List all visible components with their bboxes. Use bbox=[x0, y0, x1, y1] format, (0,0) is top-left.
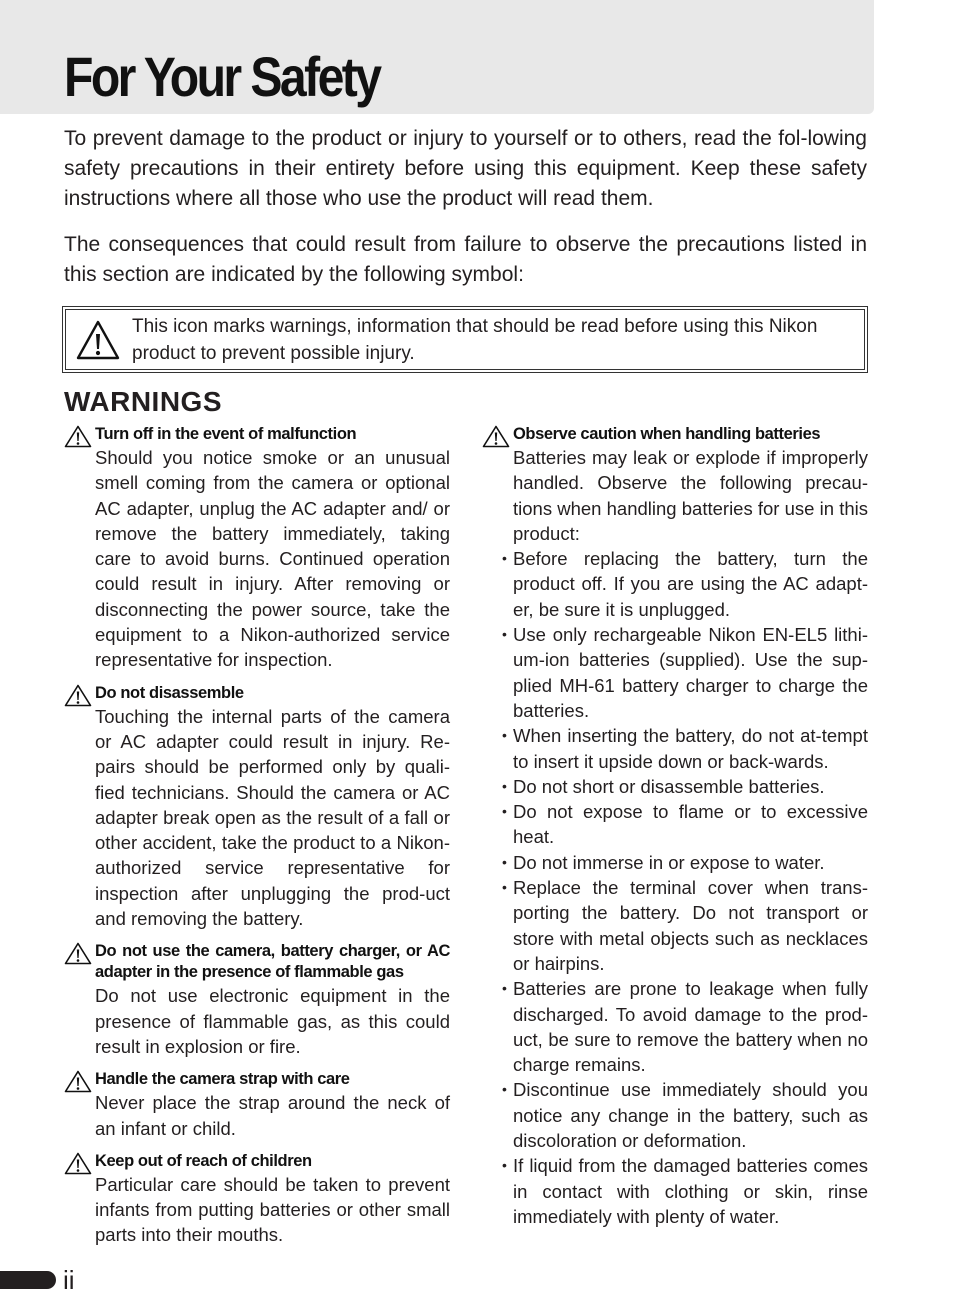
warning-title bbox=[64, 424, 450, 445]
list-item-text: Discontinue use immediately should you notice any change in the battery, such as discoloration or deformation. bbox=[513, 1079, 868, 1152]
warning-item-malfunction bbox=[64, 424, 450, 673]
warning-item-camera-strap bbox=[64, 1069, 450, 1141]
warning-body: Do not use electronic equipment in the presence of flammable gas, as this could result in explosion or fire. bbox=[95, 985, 450, 1057]
list-item: • If liquid from the damaged batteries comes in contact with clothing or skin, rinse immediately with plenty of water. bbox=[502, 1155, 868, 1227]
warning-item-disassemble bbox=[64, 683, 450, 932]
list-item: • Discontinue use immediately should you notice any change in the battery, such as discoloration or deformation. bbox=[502, 1079, 868, 1152]
warning-title bbox=[64, 1151, 450, 1172]
warning-title-text: Handle the camera strap with care bbox=[95, 1070, 350, 1089]
page-title: For Your Safety bbox=[64, 45, 380, 108]
notice-inner-frame bbox=[65, 309, 865, 370]
warning-triangle-icon bbox=[64, 942, 92, 965]
warning-body: Never place the strap around the neck of an infant or child. bbox=[95, 1092, 450, 1139]
warning-body: Touching the internal parts of the camera or AC adapter could result in injury. Re-pairs should be performed only by quali-fied technicians. Should the camera or AC adapter break open as the result of a fall or other accident, take the product to a Nikon-authorized service representative for inspection after unplugging the prod-uct and removing the battery. bbox=[95, 705, 450, 930]
list-item-text: Before replacing the battery, turn the product off. If you are using the AC adapt-er, be sure it is unplugged. bbox=[513, 548, 868, 620]
warning-title-text: Turn off in the event of malfunction bbox=[95, 425, 357, 443]
list-item-text: Do not short or disassemble batteries. bbox=[513, 775, 825, 797]
list-item-text: Use only rechargeable Nikon EN-EL5 lithi-um-ion batteries (supplied). Use the sup-plied MH-61 battery charger to charge the batteries. bbox=[513, 624, 868, 721]
warning-body: Should you notice smoke or an unusual smell coming from the camera or optional AC adapter, unplug the AC adapter and/ or remove the battery immediately, taking care to avoid burns. Continued operation could result in injury. After removing or disconnecting the power source, take the equipment to a Nikon-authorized service representative for inspection. bbox=[95, 447, 450, 671]
warning-triangle-icon bbox=[482, 425, 510, 448]
list-item: • Do not immerse in or expose to water. bbox=[502, 851, 825, 873]
warning-triangle-icon bbox=[64, 1070, 92, 1093]
warning-symbol-notice bbox=[62, 306, 868, 373]
warning-title bbox=[64, 683, 450, 704]
intro-paragraph-2: The consequences that could result from failure to observe the precautions listed in this section are indicated by the following symbol: bbox=[64, 233, 867, 286]
list-item: • Do not short or disassemble batteries. bbox=[502, 775, 825, 797]
page-number: ii bbox=[63, 1265, 75, 1295]
intro-paragraph-1: To prevent damage to the product or injury to yourself or to others, read the fol-lowing safety precautions in their entirety before using this equipment. Keep these safety instructions where all those who use the product will read them. bbox=[64, 127, 867, 210]
list-item: • Batteries are prone to leakage when fully discharged. To avoid damage to the prod-uct, be sure to remove the battery when no charge remains. bbox=[502, 978, 868, 1076]
warning-title bbox=[64, 941, 450, 983]
warning-body: Particular care should be taken to prevent infants from putting batteries or other small parts into their mouths. bbox=[95, 1173, 450, 1246]
list-item-text: Do not expose to flame or to excessive heat. bbox=[513, 801, 868, 848]
warning-title bbox=[482, 424, 868, 445]
list-item-text: Batteries are prone to leakage when fully discharged. To avoid damage to the prod-uct, be sure to remove the battery when no charge remains. bbox=[513, 978, 868, 1076]
list-item: • Use only rechargeable Nikon EN-EL5 lithi-um-ion batteries (supplied). Use the sup-plied MH-61 battery charger to charge the batteries. bbox=[502, 624, 868, 721]
warning-item-children bbox=[64, 1151, 450, 1248]
list-item: • Before replacing the battery, turn the product off. If you are using the AC adapt-er, be sure it is unplugged. bbox=[502, 548, 868, 620]
list-item-text: Do not immerse in or expose to water. bbox=[513, 851, 825, 873]
list-item-text: Replace the terminal cover when trans-porting the battery. Do not transport or store with metal objects such as necklaces or hairpins. bbox=[513, 877, 868, 974]
warning-triangle-icon bbox=[64, 425, 92, 448]
warning-title-text: Observe caution when handling batteries bbox=[513, 425, 821, 443]
list-item: • Replace the terminal cover when trans-porting the battery. Do not transport or store with metal objects such as necklaces or hairpins. bbox=[502, 877, 868, 974]
list-item-text: If liquid from the damaged batteries comes in contact with clothing or skin, rinse immediately with plenty of water. bbox=[513, 1155, 868, 1227]
warnings-left-column bbox=[64, 424, 450, 1248]
warnings-heading: WARNINGS bbox=[64, 386, 222, 417]
list-item: • When inserting the battery, do not at-tempt to insert it upside down or back-wards. bbox=[502, 725, 868, 772]
warning-item-batteries bbox=[482, 424, 868, 1229]
warning-triangle-icon bbox=[64, 1152, 92, 1175]
warning-title-text: Do not use the camera, battery charger, or AC adapter in the presence of flammable gas bbox=[95, 942, 450, 982]
warning-title bbox=[64, 1069, 450, 1090]
warning-item-flammable-gas bbox=[64, 941, 450, 1059]
warnings-right-column bbox=[482, 424, 868, 1229]
warning-title-text: Keep out of reach of children bbox=[95, 1151, 312, 1170]
warning-title-text: Do not disassemble bbox=[95, 683, 244, 702]
page-tab-marker bbox=[0, 1271, 56, 1289]
warning-body: Batteries may leak or explode if improperly handled. Observe the following precau-tions when handling batteries for use in this product: bbox=[513, 447, 868, 544]
list-item-text: When inserting the battery, do not at-tempt to insert it upside down or back-wards. bbox=[513, 725, 868, 772]
list-item: • Do not expose to flame or to excessive heat. bbox=[502, 801, 868, 848]
warning-triangle-icon bbox=[75, 319, 121, 361]
battery-precautions-list bbox=[482, 546, 868, 1229]
warning-triangle-icon bbox=[64, 684, 92, 707]
notice-text: This icon marks warnings, information that should be read before using this Nikon product to prevent possible injury. bbox=[132, 316, 818, 364]
